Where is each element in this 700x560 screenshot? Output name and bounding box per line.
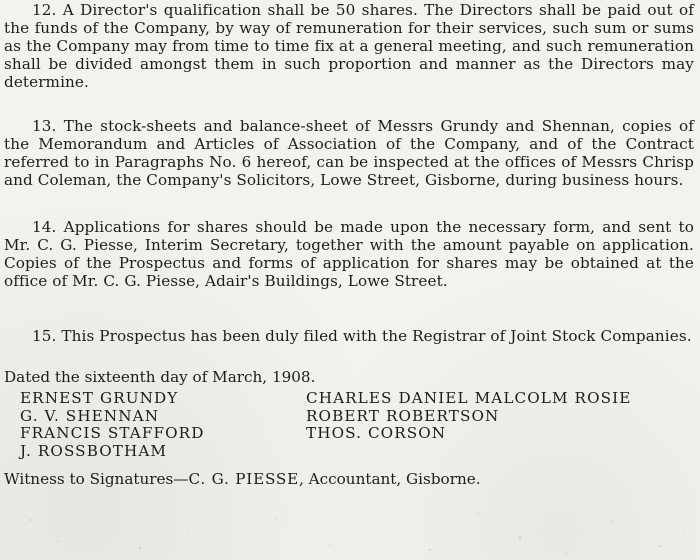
signatory-name: ROBERT ROBERTSON: [306, 406, 500, 425]
witness-label: Witness to Signatures—: [4, 470, 189, 488]
signatories-right: [306, 390, 631, 443]
paragraph-15: [4, 327, 694, 345]
witness-name: C. G. PIESSE: [188, 470, 300, 488]
paragraph-text: 12. A Director's qualification shall be 50 shares. The Directors shall be paid out of the funds of the Company, by way of remuneration for their services, such sum or sums as the Company may from time to time fix at a general meeting, and such remuneration shall be divided amongst them in such proportion and manner as the Directors may determine.: [4, 1, 694, 91]
paper-noise: [0, 500, 700, 560]
paragraph-13: [4, 117, 694, 189]
signatory-name: CHARLES DANIEL MALCOLM ROSIE: [306, 389, 632, 407]
signatory-name: J. ROSSBOTHAM: [20, 441, 168, 460]
signatory-name: THOS. CORSON: [306, 424, 447, 442]
date-line: Dated the sixteenth day of March, 1908.: [4, 368, 316, 386]
paragraph-text: 14. Applications for shares should be made upon the necessary form, and sent to Mr. C. G. Piesse, Interim Secretary, together with the amount payable on application. Copies of the Prospectus and forms of application for shares may be obtained at the office of Mr. C. G. Piesse, Adair's Buildings, Lowe Street.: [4, 218, 694, 290]
signatory-name: FRANCIS STAFFORD: [20, 424, 205, 442]
signatories-left: [20, 390, 205, 460]
paragraph-text: 15. This Prospectus has been duly filed with the Registrar of Joint Stock Companies.: [32, 327, 692, 345]
witness-details: , Accountant, Gisborne.: [299, 470, 481, 488]
paragraph-14: [4, 218, 694, 290]
signatory-name: G. V. SHENNAN: [20, 406, 160, 425]
paragraph-text: 13. The stock-sheets and balance-sheet of Messrs Grundy and Shennan, copies of the Memorandum and Articles of Association of the Company, and of the Contract referred to in Paragraphs No. 6 hereof, can be inspected at the offices of Messrs Chrisp and Coleman, the Company's Solicitors, Lowe Street, Gisborne, during business hours.: [4, 117, 694, 189]
paragraph-12: [4, 1, 694, 91]
witness-line: [4, 470, 481, 488]
signatory-name: ERNEST GRUNDY: [20, 389, 179, 407]
